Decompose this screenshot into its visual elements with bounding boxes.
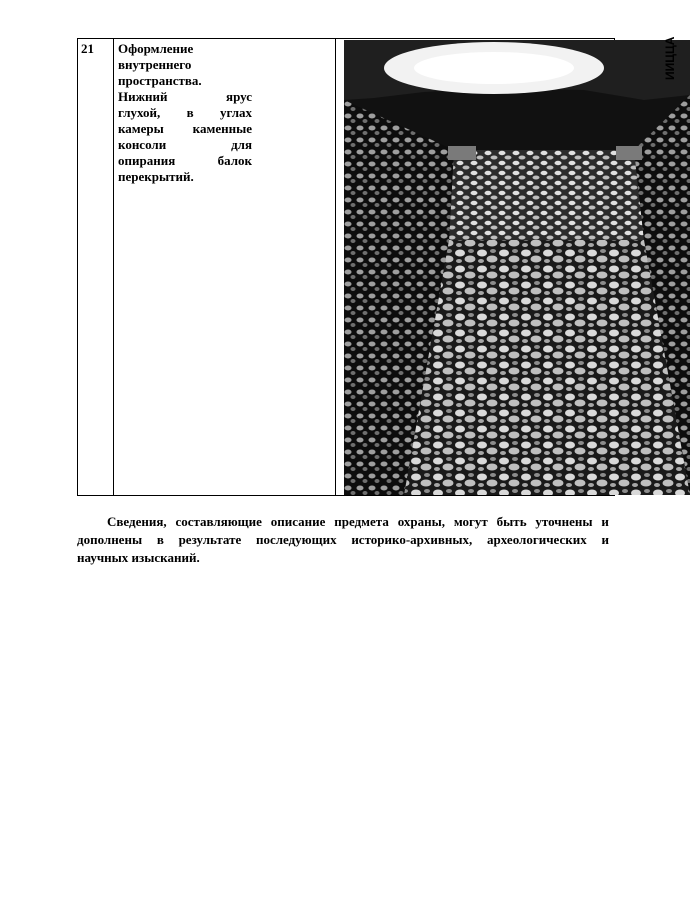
text-line — [118, 121, 252, 137]
word: быть — [496, 514, 527, 529]
word: дополнены — [77, 532, 143, 547]
word: в — [156, 532, 164, 547]
word: последующих — [255, 532, 337, 547]
word: историко-архивных, — [351, 532, 473, 547]
word: в — [186, 105, 194, 120]
photo-cell — [336, 36, 677, 495]
text-line: внутреннего — [118, 57, 192, 72]
text-line: Оформление — [118, 41, 194, 56]
text-line: пространства. — [118, 73, 202, 88]
description-cell — [114, 39, 336, 495]
word: глухой, — [118, 105, 161, 120]
word: археологических — [487, 532, 587, 547]
word: опирания — [118, 153, 176, 168]
text-line: научных изысканий. — [77, 550, 200, 565]
footer-paragraph — [77, 513, 609, 567]
word: и — [601, 532, 609, 547]
word: результате — [178, 532, 242, 547]
row-number-cell — [78, 39, 114, 495]
word: уточнены — [535, 514, 593, 529]
word: ярус — [226, 89, 252, 104]
word: балок — [217, 153, 252, 168]
chamber-interior-photo — [344, 36, 690, 495]
word: Сведения, — [107, 514, 167, 529]
word: охраны, — [397, 514, 445, 529]
photo-caption: ИИЦЦА — [663, 36, 677, 80]
row-number: 21 — [81, 41, 94, 56]
text-line — [118, 153, 252, 169]
word: камеры — [118, 121, 164, 136]
description-text — [118, 41, 252, 185]
text-line — [118, 89, 252, 105]
word: для — [231, 137, 252, 152]
word: могут — [453, 514, 488, 529]
word: каменные — [192, 121, 252, 136]
protection-subject-table — [77, 36, 677, 496]
text-line — [118, 137, 252, 153]
text-line — [118, 105, 252, 121]
text-line — [77, 513, 609, 531]
word: и — [601, 514, 609, 529]
word: углах — [219, 105, 252, 120]
text-line: перекрытий. — [118, 169, 194, 184]
word: составляющие — [175, 514, 262, 529]
word: консоли — [118, 137, 167, 152]
text-line — [77, 531, 609, 549]
word: описание — [270, 514, 326, 529]
word: Нижний — [118, 89, 168, 104]
word: предмета — [334, 514, 389, 529]
